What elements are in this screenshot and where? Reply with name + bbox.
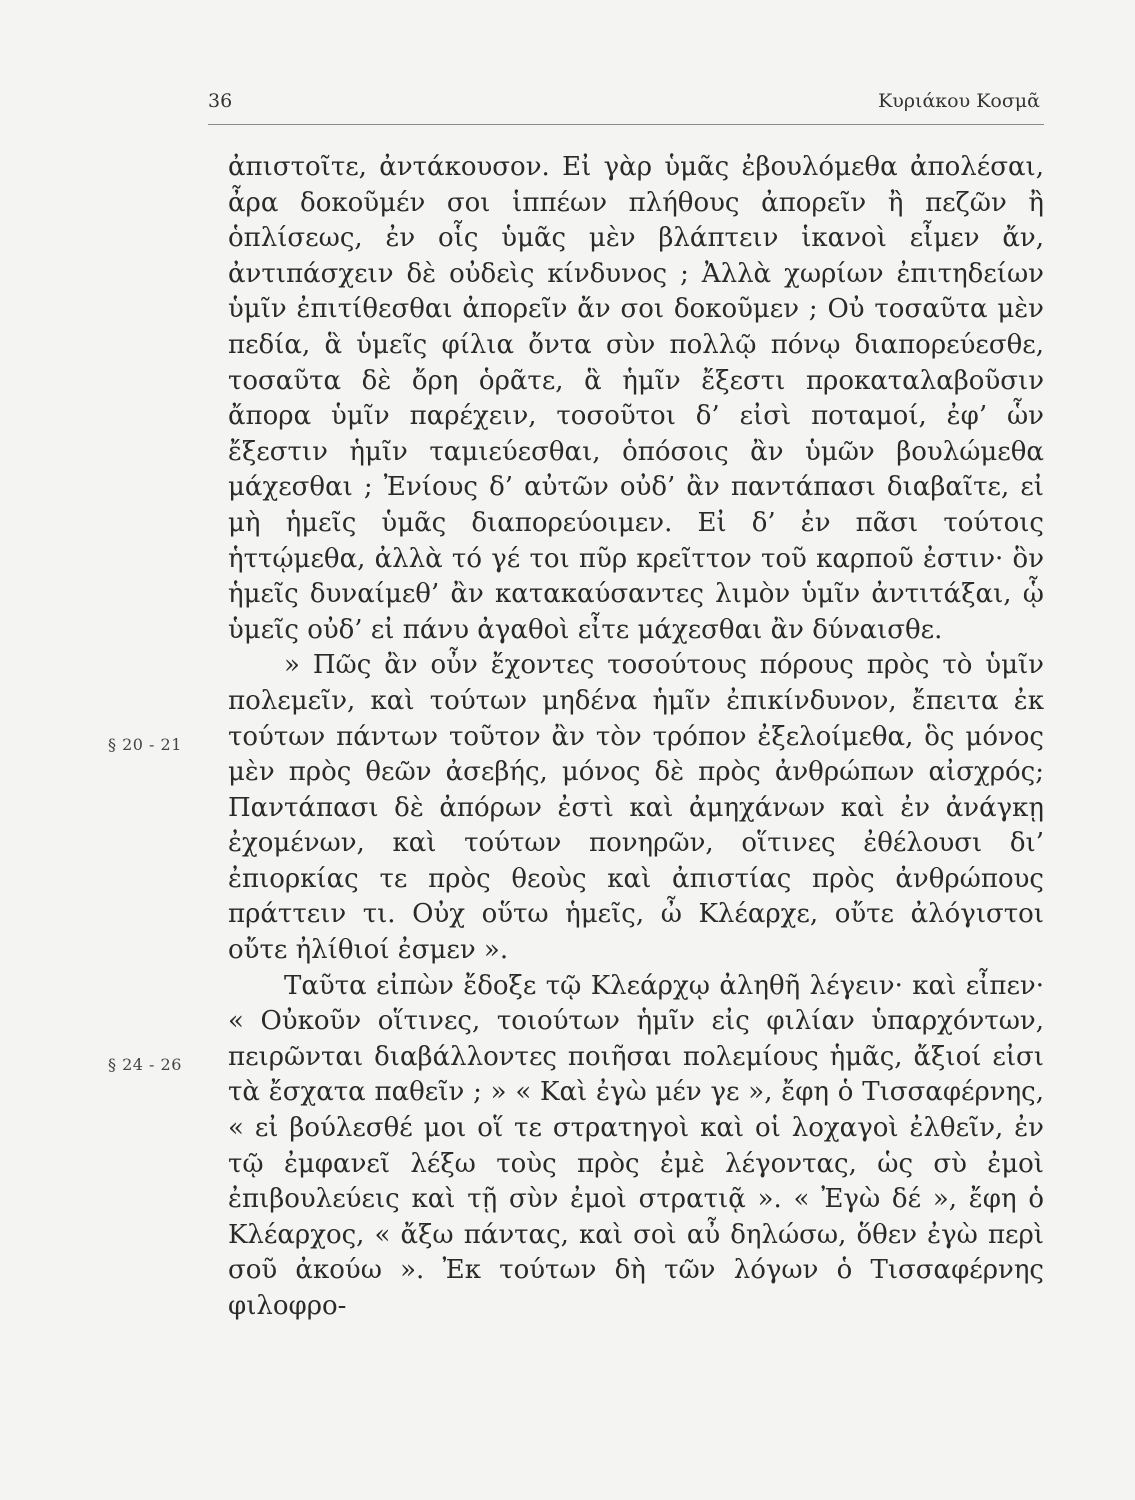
body-text [228,150,1044,1325]
paragraph-3: Ταῦτα εἰπὼν ἔδοξε τῷ Κλεάρχῳ ἀληθῆ λέγειν· καὶ εἶπεν· « Οὐκοῦν οἵτινες, τοιούτων ἡμῖν εἰς φιλίαν ὑπαρχόντων, πειρῶνται διαβάλλοντες ποιῆσαι πολεμίους ἡμᾶς, ἄξιοί εἰσι τὰ ἔσχατα παθεῖν ; » « Καὶ ἐγὼ μέν γε », ἔφη ὁ Τισσαφέρνης, « εἰ βούλεσθέ μοι οἵ τε στρατηγοὶ καὶ οἱ λοχαγοὶ ἐλθεῖν, ἐν τῷ ἐμφανεῖ λέξω τοὺς πρὸς ἐμὲ λέγοντας, ὡς σὺ ἐμοὶ ἐπιβουλεύεις καὶ τῇ σὺν ἐμοὶ στρατιᾷ ». « Ἐγὼ δέ », ἔφη ὁ Κλέαρχος, « ἄξω πάντας, καὶ σοὶ αὖ δηλώσω, ὅθεν ἐγὼ περὶ σοῦ ἀκούω ». Ἐκ τούτων δὴ τῶν λόγων ὁ Τισσαφέρνης φιλοφρο- [228,970,1044,1321]
paragraph-2: » Πῶς ἂν οὖν ἔχοντες τοσούτους πόρους πρὸς τὸ ὑμῖν πολεμεῖν, καὶ τούτων μηδένα ἡμῖν ἐπικίνδυνον, ἔπειτα ἐκ τούτων πάντων τοῦτον ἂν τὸν τρόπον ἐξελοίμεθα, ὃς μόνος μὲν πρὸς θεῶν ἀσεβής, μόνος δὲ πρὸς ἀνθρώπων αἰσχρός; Παντάπασι δὲ ἀπόρων ἐστὶ καὶ ἀμηχάνων καὶ ἐν ἀνάγκῃ ἐχομένων, καὶ τούτων πονηρῶν, οἵτινες ἐθέλουσι δι’ ἐπιορκίας τε πρὸς θεοὺς καὶ ἀπιστίας πρὸς ἀνθρώπους πράττειν τι. Οὐχ οὕτω ἡμεῖς, ὦ Κλέαρχε, οὔτε ἀλόγιστοι οὔτε ἠλίθιοί ἐσμεν ». [228,650,1044,966]
running-head: Κυριάκου Κοσμᾶ [878,90,1040,112]
margin-note-section-24-26: § 24 - 26 [108,1055,182,1074]
page-number: 36 [208,90,233,112]
margin-note-section-20-21: § 20 - 21 [108,735,182,754]
paragraph-1: ἀπιστοῖτε, ἀντάκουσον. Εἰ γὰρ ὑμᾶς ἐβουλόμεθα ἀπολέσαι, ἆρα δοκοῦμέν σοι ἱππέων πλήθους ἀπορεῖν ἢ πεζῶν ἢ ὁπλίσεως, ἐν οἷς ὑμᾶς μὲν βλάπτειν ἱκανοὶ εἶμεν ἄν, ἀντιπάσχειν δὲ οὐδεὶς κίνδυνος ; Ἀλλὰ χωρίων ἐπιτηδείων ὑμῖν ἐπιτίθεσθαι ἀπορεῖν ἄν σοι δοκοῦμεν ; Οὐ τοσαῦτα μὲν πεδία, ἃ ὑμεῖς φίλια ὄντα σὺν πολλῷ πόνῳ διαπορεύεσθε, τοσαῦτα δὲ ὄρη ὁρᾶτε, ἃ ἡμῖν ἔξεστι προκαταλαβοῦσιν ἄπορα ὑμῖν παρέχειν, τοσοῦτοι δ’ εἰσὶ ποταμοί, ἐφ’ ὧν ἔξεστιν ἡμῖν ταμιεύεσθαι, ὁπόσοις ἂν ὑμῶν βουλώμεθα μάχεσθαι ; Ἐνίους δ’ αὐτῶν οὐδ’ ἂν παντάπασι διαβαῖτε, εἰ μὴ ἡμεῖς ὑμᾶς διαπορεύοιμεν. Εἰ δ’ ἐν πᾶσι τούτοις ἡττῴμεθα, ἀλλὰ τό γέ τοι πῦρ κρεῖττον τοῦ καρποῦ ἐστιν· ὃν ἡμεῖς δυναίμεθ’ ἂν κατακαύσαντες λιμὸν ὑμῖν ἀντιτάξαι, ᾧ ὑμεῖς οὐδ’ εἰ πάνυ ἀγαθοὶ εἶτε μάχεσθαι ἂν δύναισθε. [228,152,1044,645]
page-header [208,88,1044,125]
